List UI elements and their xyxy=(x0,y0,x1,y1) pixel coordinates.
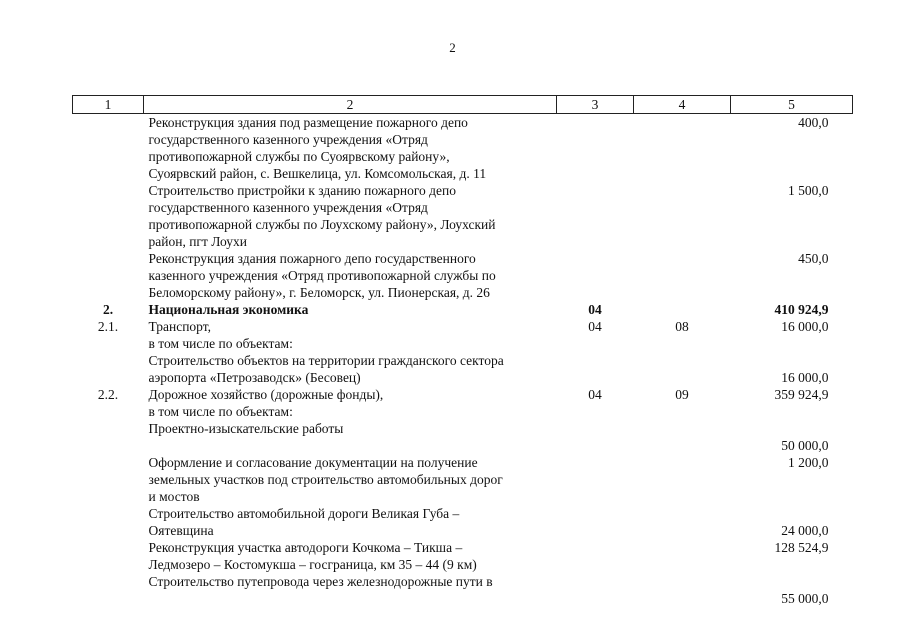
row-number xyxy=(73,454,144,505)
row-amount: 410 924,9 xyxy=(774,302,829,317)
row-subsection-code xyxy=(634,250,731,301)
table-row xyxy=(73,352,853,386)
row-subsection-code xyxy=(634,539,731,573)
row-description: Транспорт, в том числе по объектам: xyxy=(148,319,293,351)
row-section-code xyxy=(557,420,634,454)
table-header-row xyxy=(73,96,853,114)
row-amount: 55 000,0 xyxy=(781,591,829,606)
row-amount: 16 000,0 xyxy=(781,370,829,385)
row-number xyxy=(73,539,144,573)
row-number: 2.2. xyxy=(97,387,119,402)
row-description: Строительство пристройки к зданию пожарного депо государственного казенного учреждения «Отряд противопожарной службы по Лоухскому району», Лоухский район, пгт Лоухи xyxy=(148,183,496,249)
table-row xyxy=(73,386,853,420)
row-number xyxy=(73,420,144,454)
row-section-code: 04 xyxy=(588,302,602,317)
table-row xyxy=(73,539,853,573)
table-row xyxy=(73,505,853,539)
row-number xyxy=(73,250,144,301)
row-amount: 1 500,0 xyxy=(788,183,829,198)
row-number xyxy=(73,182,144,250)
column-header: 3 xyxy=(557,96,634,114)
row-section-code xyxy=(557,573,634,607)
row-description: Национальная экономика xyxy=(148,302,309,317)
row-description: Проектно-изыскательские работы xyxy=(148,421,344,436)
row-section-code: 04 xyxy=(588,387,602,402)
row-number: 2. xyxy=(102,302,114,317)
row-subsection-code: 09 xyxy=(675,387,689,402)
row-subsection-code xyxy=(634,352,731,386)
row-description: Реконструкция участка автодороги Кочкома – Тикша – Ледмозеро – Костомукша – госграница, км 35 – 44 (9 км) xyxy=(148,540,477,572)
row-amount: 128 524,9 xyxy=(774,540,829,555)
row-subsection-code xyxy=(634,114,731,183)
row-subsection-code xyxy=(634,505,731,539)
row-subsection-code xyxy=(634,301,731,318)
row-amount: 400,0 xyxy=(798,115,829,130)
row-section-code xyxy=(557,454,634,505)
table-row xyxy=(73,301,853,318)
row-amount: 50 000,0 xyxy=(781,438,829,453)
column-header: 2 xyxy=(144,96,557,114)
row-section-code xyxy=(557,250,634,301)
table-row xyxy=(73,454,853,505)
row-section-code xyxy=(557,352,634,386)
table-row xyxy=(73,573,853,607)
table-row xyxy=(73,420,853,454)
row-amount: 16 000,0 xyxy=(781,319,829,334)
row-description: Оформление и согласование документации на получение земельных участков под строительство автомобильных дорог и мостов xyxy=(148,455,503,504)
table-row xyxy=(73,182,853,250)
row-description: Дорожное хозяйство (дорожные фонды), в том числе по объектам: xyxy=(148,387,384,419)
row-description: Строительство путепровода через железнодорожные пути в xyxy=(148,574,493,589)
column-header: 1 xyxy=(73,96,144,114)
row-section-code xyxy=(557,505,634,539)
column-header: 5 xyxy=(731,96,853,114)
row-subsection-code xyxy=(634,573,731,607)
row-subsection-code xyxy=(634,454,731,505)
row-number xyxy=(73,114,144,183)
table-row xyxy=(73,114,853,183)
row-section-code xyxy=(557,539,634,573)
column-header: 4 xyxy=(634,96,731,114)
table-row xyxy=(73,318,853,352)
row-subsection-code xyxy=(634,182,731,250)
row-section-code xyxy=(557,114,634,183)
page-number: 2 xyxy=(449,40,456,55)
row-section-code: 04 xyxy=(588,319,602,334)
row-number xyxy=(73,505,144,539)
row-description: Реконструкция здания пожарного депо государственного казенного учреждения «Отряд противопожарной службы по Беломорскому району», г. Беломорск, ул. Пионерская, д. 26 xyxy=(148,251,496,300)
row-amount: 24 000,0 xyxy=(781,523,829,538)
table-row xyxy=(73,250,853,301)
row-number xyxy=(73,352,144,386)
row-subsection-code xyxy=(634,420,731,454)
row-subsection-code: 08 xyxy=(675,319,689,334)
row-number: 2.1. xyxy=(97,319,119,334)
row-amount: 359 924,9 xyxy=(774,387,829,402)
row-description: Реконструкция здания под размещение пожарного депо государственного казенного учреждения «Отряд противопожарной службы по Суоярвскому району», Суоярвский район, с. Вешкелица, ул. Комсомольская, д. 11 xyxy=(148,115,487,181)
budget-table xyxy=(72,95,853,607)
row-amount: 450,0 xyxy=(798,251,829,266)
row-number xyxy=(73,573,144,607)
row-description: Строительство автомобильной дороги Великая Губа – Оятевщина xyxy=(148,506,460,538)
row-description: Строительство объектов на территории гражданского сектора аэропорта «Петрозаводск» (Бесовец) xyxy=(148,353,504,385)
row-section-code xyxy=(557,182,634,250)
row-amount: 1 200,0 xyxy=(788,455,829,470)
